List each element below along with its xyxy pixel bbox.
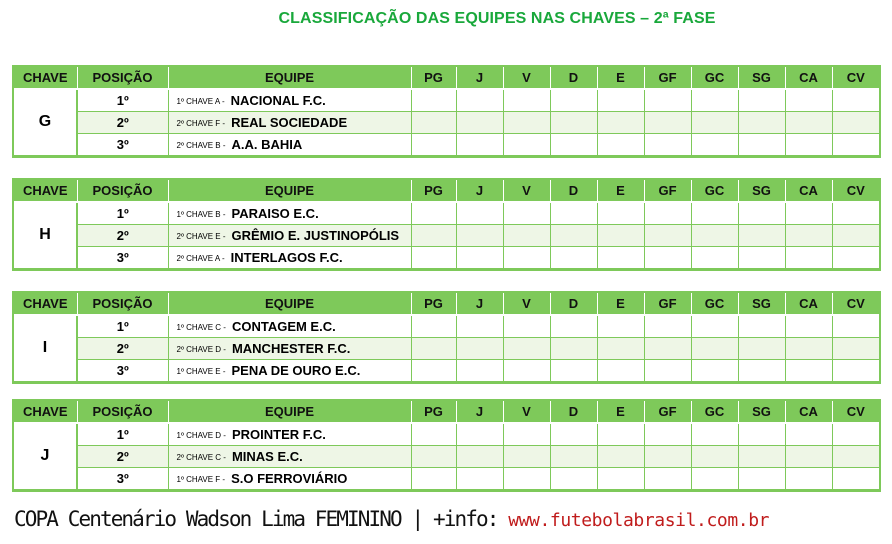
stat-cell <box>644 247 691 269</box>
stat-cell <box>597 338 644 360</box>
column-header: PG <box>411 67 456 89</box>
stat-cell <box>691 134 738 156</box>
stat-cell <box>738 202 785 225</box>
team-name: PROINTER F.C. <box>231 427 326 442</box>
column-header: GF <box>644 293 691 315</box>
team-origin: 1º CHAVE F - <box>176 475 226 484</box>
team-origin: 1º CHAVE B - <box>176 210 226 219</box>
stat-cell <box>785 134 832 156</box>
stat-cell <box>691 423 738 446</box>
stat-cell <box>691 202 738 225</box>
stat-cell <box>832 315 879 338</box>
team-origin: 1º CHAVE C - <box>176 323 226 332</box>
stat-cell <box>503 247 550 269</box>
position-cell: 3º <box>77 134 168 156</box>
column-header: CHAVE <box>14 67 77 89</box>
team-name: MANCHESTER F.C. <box>231 341 351 356</box>
group-table-j <box>12 399 881 492</box>
stat-cell <box>503 89 550 112</box>
stat-cell <box>550 225 597 247</box>
table-row <box>14 360 879 382</box>
stat-cell <box>832 360 879 382</box>
stat-cell <box>785 468 832 490</box>
column-header: GF <box>644 67 691 89</box>
team-name: REAL SOCIEDADE <box>231 115 348 130</box>
team-origin: 1º CHAVE A - <box>176 97 225 106</box>
position-cell: 2º <box>77 112 168 134</box>
team-cell <box>168 134 411 156</box>
stat-cell <box>785 225 832 247</box>
stat-cell <box>785 338 832 360</box>
column-header: D <box>550 67 597 89</box>
position-cell: 2º <box>77 338 168 360</box>
column-header: PG <box>411 180 456 202</box>
stat-cell <box>644 315 691 338</box>
stat-cell <box>644 225 691 247</box>
stat-cell <box>644 468 691 490</box>
stat-cell <box>832 446 879 468</box>
column-header: J <box>456 67 503 89</box>
stat-cell <box>785 360 832 382</box>
stat-cell <box>411 134 456 156</box>
table-row <box>14 89 879 112</box>
team-cell <box>168 89 411 112</box>
stat-cell <box>691 247 738 269</box>
stat-cell <box>550 202 597 225</box>
chave-label: I <box>14 315 77 381</box>
column-header: J <box>456 293 503 315</box>
stat-cell <box>785 315 832 338</box>
stat-cell <box>832 423 879 446</box>
stat-cell <box>691 315 738 338</box>
stat-cell <box>597 89 644 112</box>
chave-label: H <box>14 202 77 268</box>
team-name: MINAS E.C. <box>231 449 303 464</box>
team-cell <box>168 225 411 247</box>
column-header: E <box>597 67 644 89</box>
stat-cell <box>832 247 879 269</box>
stat-cell <box>691 338 738 360</box>
stat-cell <box>597 446 644 468</box>
stat-cell <box>597 247 644 269</box>
stat-cell <box>644 446 691 468</box>
footer <box>14 507 769 531</box>
stat-cell <box>456 446 503 468</box>
column-header: EQUIPE <box>168 401 411 423</box>
column-header: PG <box>411 293 456 315</box>
stat-cell <box>503 112 550 134</box>
position-cell: 1º <box>77 423 168 446</box>
stat-cell <box>550 134 597 156</box>
column-header: GC <box>691 180 738 202</box>
team-cell <box>168 112 411 134</box>
stat-cell <box>738 89 785 112</box>
stat-cell <box>456 338 503 360</box>
stat-cell <box>597 225 644 247</box>
stat-cell <box>644 112 691 134</box>
column-header: V <box>503 67 550 89</box>
team-name: INTERLAGOS F.C. <box>230 250 343 265</box>
stat-cell <box>832 134 879 156</box>
stat-cell <box>503 468 550 490</box>
stat-cell <box>644 423 691 446</box>
column-header: V <box>503 401 550 423</box>
chave-label: G <box>14 89 77 155</box>
stat-cell <box>738 247 785 269</box>
stat-cell <box>597 202 644 225</box>
column-header: V <box>503 180 550 202</box>
stat-cell <box>550 315 597 338</box>
stat-cell <box>644 134 691 156</box>
team-cell <box>168 202 411 225</box>
column-header: GC <box>691 67 738 89</box>
column-header: GF <box>644 180 691 202</box>
stat-cell <box>411 247 456 269</box>
stat-cell <box>411 468 456 490</box>
team-cell <box>168 247 411 269</box>
team-cell <box>168 338 411 360</box>
team-cell <box>168 446 411 468</box>
team-name: NACIONAL F.C. <box>230 93 326 108</box>
column-header: CV <box>832 180 879 202</box>
stat-cell <box>691 446 738 468</box>
stat-cell <box>411 338 456 360</box>
table-row <box>14 134 879 156</box>
column-header: CV <box>832 401 879 423</box>
team-name: S.O FERROVIÁRIO <box>231 471 348 486</box>
stat-cell <box>411 315 456 338</box>
stat-cell <box>738 423 785 446</box>
position-cell: 3º <box>77 247 168 269</box>
stat-cell <box>550 247 597 269</box>
table-row <box>14 225 879 247</box>
column-header: EQUIPE <box>168 180 411 202</box>
table-row <box>14 202 879 225</box>
column-header: CHAVE <box>14 180 77 202</box>
footer-site-link[interactable]: www.futebolabrasil.com.br <box>508 510 770 531</box>
stat-cell <box>550 338 597 360</box>
position-cell: 1º <box>77 202 168 225</box>
stat-cell <box>503 446 550 468</box>
stat-cell <box>503 202 550 225</box>
column-header: POSIÇÃO <box>77 180 168 202</box>
chave-label: J <box>14 423 77 489</box>
stat-cell <box>691 89 738 112</box>
column-header: D <box>550 180 597 202</box>
column-header: EQUIPE <box>168 67 411 89</box>
column-header: SG <box>738 180 785 202</box>
stat-cell <box>550 112 597 134</box>
position-cell: 2º <box>77 446 168 468</box>
stat-cell <box>832 112 879 134</box>
table-row <box>14 468 879 490</box>
column-header: POSIÇÃO <box>77 293 168 315</box>
position-cell: 1º <box>77 315 168 338</box>
stat-cell <box>832 468 879 490</box>
stat-cell <box>785 202 832 225</box>
team-cell <box>168 468 411 490</box>
stat-cell <box>597 423 644 446</box>
stat-cell <box>503 360 550 382</box>
stat-cell <box>785 247 832 269</box>
team-cell <box>168 360 411 382</box>
stat-cell <box>456 112 503 134</box>
column-header: GC <box>691 401 738 423</box>
stat-cell <box>738 360 785 382</box>
stat-cell <box>832 338 879 360</box>
table-row <box>14 112 879 134</box>
column-header: GC <box>691 293 738 315</box>
position-cell: 1º <box>77 89 168 112</box>
stat-cell <box>456 225 503 247</box>
team-name: CONTAGEM E.C. <box>231 319 336 334</box>
stat-cell <box>644 89 691 112</box>
position-cell: 3º <box>77 360 168 382</box>
page-title: CLASSIFICAÇÃO DAS EQUIPES NAS CHAVES – 2ª FASE <box>278 10 716 27</box>
footer-text: COPA Centenário Wadson Lima FEMININO | +info: <box>14 507 509 531</box>
stat-cell <box>503 423 550 446</box>
group-table-g <box>12 65 881 158</box>
column-header: CHAVE <box>14 293 77 315</box>
stat-cell <box>411 112 456 134</box>
stat-cell <box>456 423 503 446</box>
stat-cell <box>411 360 456 382</box>
stat-cell <box>785 446 832 468</box>
stat-cell <box>456 315 503 338</box>
table-row <box>14 338 879 360</box>
stat-cell <box>503 315 550 338</box>
stat-cell <box>503 338 550 360</box>
stat-cell <box>785 89 832 112</box>
stat-cell <box>785 112 832 134</box>
team-name: A.A. BAHIA <box>231 137 303 152</box>
team-origin: 1º CHAVE E - <box>176 367 226 376</box>
column-header: E <box>597 401 644 423</box>
column-header: SG <box>738 67 785 89</box>
team-origin: 2º CHAVE A - <box>176 254 225 263</box>
stat-cell <box>503 225 550 247</box>
stat-cell <box>597 134 644 156</box>
stat-cell <box>456 89 503 112</box>
column-header: E <box>597 180 644 202</box>
stat-cell <box>456 360 503 382</box>
team-name: GRÊMIO E. JUSTINOPÓLIS <box>231 228 400 243</box>
column-header: CA <box>785 67 832 89</box>
stat-cell <box>550 446 597 468</box>
stat-cell <box>738 225 785 247</box>
stat-cell <box>691 225 738 247</box>
team-origin: 2º CHAVE C - <box>176 453 226 462</box>
group-table-h <box>12 178 881 271</box>
table-row <box>14 247 879 269</box>
stat-cell <box>411 225 456 247</box>
stat-cell <box>503 134 550 156</box>
stat-cell <box>550 360 597 382</box>
column-header: POSIÇÃO <box>77 67 168 89</box>
team-origin: 2º CHAVE B - <box>176 141 226 150</box>
stat-cell <box>691 112 738 134</box>
column-header: SG <box>738 293 785 315</box>
stat-cell <box>738 468 785 490</box>
stat-cell <box>644 338 691 360</box>
stat-cell <box>738 112 785 134</box>
stat-cell <box>738 446 785 468</box>
stat-cell <box>550 423 597 446</box>
column-header: CA <box>785 293 832 315</box>
stat-cell <box>550 89 597 112</box>
stat-cell <box>411 423 456 446</box>
column-header: D <box>550 293 597 315</box>
column-header: J <box>456 401 503 423</box>
column-header: SG <box>738 401 785 423</box>
stat-cell <box>644 202 691 225</box>
stat-cell <box>785 423 832 446</box>
column-header: CV <box>832 293 879 315</box>
column-header: CHAVE <box>14 401 77 423</box>
stat-cell <box>597 468 644 490</box>
stat-cell <box>411 202 456 225</box>
table-row <box>14 446 879 468</box>
team-origin: 2º CHAVE D - <box>176 345 226 354</box>
stat-cell <box>456 202 503 225</box>
team-origin: 2º CHAVE F - <box>176 119 226 128</box>
group-table-i <box>12 291 881 384</box>
team-name: PENA DE OURO E.C. <box>231 363 361 378</box>
column-header: V <box>503 293 550 315</box>
stat-cell <box>832 89 879 112</box>
column-header: EQUIPE <box>168 293 411 315</box>
stat-cell <box>550 468 597 490</box>
stat-cell <box>832 202 879 225</box>
column-header: E <box>597 293 644 315</box>
table-row <box>14 423 879 446</box>
column-header: PG <box>411 401 456 423</box>
position-cell: 3º <box>77 468 168 490</box>
stat-cell <box>597 112 644 134</box>
team-origin: 2º CHAVE E - <box>176 232 226 241</box>
stat-cell <box>597 360 644 382</box>
stat-cell <box>411 89 456 112</box>
stat-cell <box>456 134 503 156</box>
stat-cell <box>738 315 785 338</box>
table-row <box>14 315 879 338</box>
team-origin: 1º CHAVE D - <box>176 431 226 440</box>
stat-cell <box>644 360 691 382</box>
column-header: POSIÇÃO <box>77 401 168 423</box>
stat-cell <box>456 247 503 269</box>
stat-cell <box>456 468 503 490</box>
column-header: J <box>456 180 503 202</box>
stat-cell <box>738 134 785 156</box>
column-header: CA <box>785 180 832 202</box>
stat-cell <box>691 468 738 490</box>
column-header: GF <box>644 401 691 423</box>
stat-cell <box>691 360 738 382</box>
column-header: D <box>550 401 597 423</box>
team-cell <box>168 315 411 338</box>
column-header: CV <box>832 67 879 89</box>
position-cell: 2º <box>77 225 168 247</box>
stat-cell <box>738 338 785 360</box>
stat-cell <box>597 315 644 338</box>
team-cell <box>168 423 411 446</box>
column-header: CA <box>785 401 832 423</box>
team-name: PARAISO E.C. <box>231 206 319 221</box>
stat-cell <box>411 446 456 468</box>
stat-cell <box>832 225 879 247</box>
